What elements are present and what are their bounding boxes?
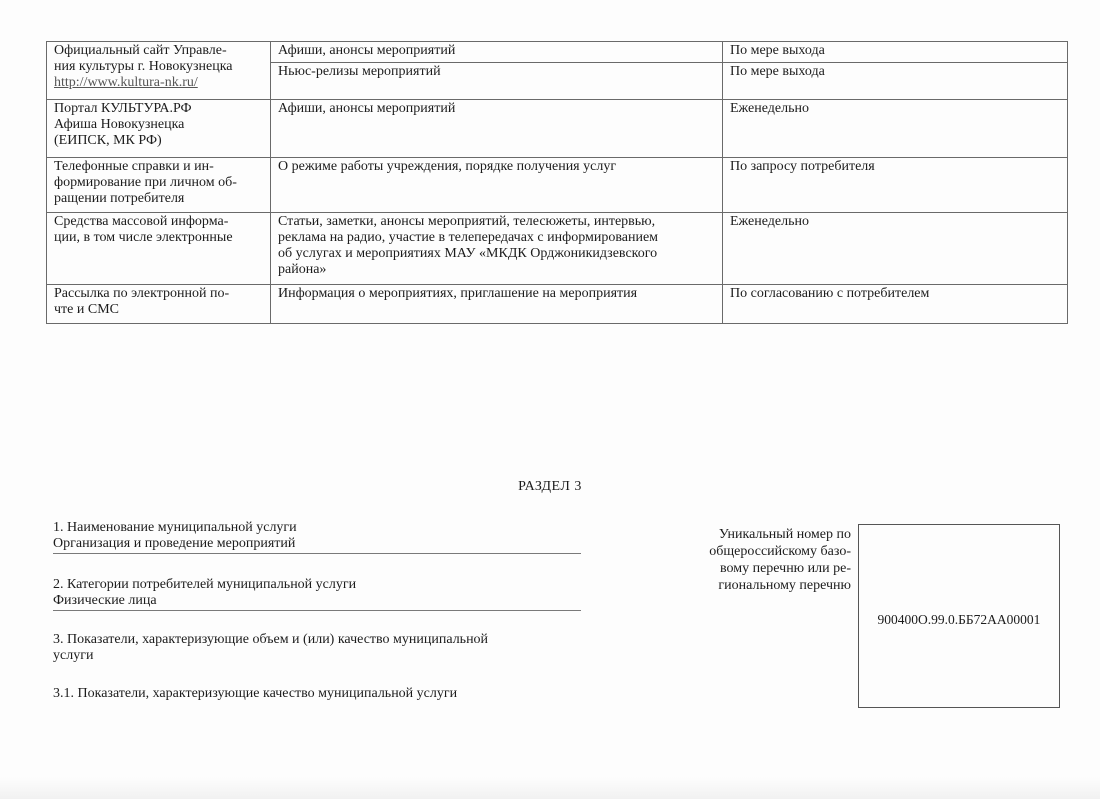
consumer-category-field — [53, 577, 581, 611]
unique-number-box — [858, 524, 1060, 708]
content-line: Ньюс-релизы мероприятий — [271, 62, 722, 80]
quality-indicators-heading: 3.1. Показатели, характеризующие качество муниципальной услуги — [53, 686, 458, 701]
method-line: формирование при личном об- — [54, 175, 237, 190]
content-line: О режиме работы учреждения, порядке получения услуг — [278, 159, 617, 174]
indicators-heading — [53, 632, 581, 664]
indicators-heading-line: 3. Показатели, характеризующие объем и (или) качество муниципальной — [53, 632, 489, 647]
unique-number-label-line: Уникальный номер по — [718, 527, 851, 542]
unique-number-label-line: гиональному перечню — [718, 578, 851, 593]
table-row — [47, 213, 1068, 285]
method-line: ния культуры г. Новокузнецка — [54, 59, 233, 74]
table-row — [47, 158, 1068, 213]
method-line: ращении потребителя — [54, 191, 185, 206]
frequency-line: По запросу потребителя — [730, 159, 875, 174]
frequency-cell — [723, 42, 1068, 100]
consumer-category-label: 2. Категории потребителей муниципальной услуги — [53, 577, 357, 592]
frequency-cell — [723, 213, 1068, 285]
content-cell — [271, 158, 723, 213]
frequency-cell — [723, 285, 1068, 324]
content-line: об услугах и мероприятиях МАУ «МКДК Орджоникидзевского — [278, 246, 658, 261]
unique-number-code: 900400О.99.0.ББ72АА00001 — [877, 612, 1041, 627]
table-row — [47, 42, 1068, 100]
method-line: Портал КУЛЬТУРА.РФ — [54, 101, 192, 116]
table-row — [47, 100, 1068, 158]
frequency-line: Еженедельно — [730, 214, 809, 229]
method-cell — [47, 100, 271, 158]
content-cell — [271, 100, 723, 158]
frequency-line: По мере выхода — [723, 62, 1067, 80]
unique-number-label-line: общероссийскому базо- — [709, 544, 851, 559]
section-title: РАЗДЕЛ 3 — [518, 479, 582, 494]
table-row — [47, 285, 1068, 324]
frequency-line: По мере выхода — [730, 43, 825, 58]
frequency-cell — [723, 100, 1068, 158]
service-name-field — [53, 520, 581, 554]
service-name-value: Организация и проведение мероприятий — [53, 536, 296, 551]
method-cell — [47, 42, 271, 100]
frequency-cell — [723, 158, 1068, 213]
method-line: (ЕИПСК, МК РФ) — [54, 133, 162, 148]
method-line: ции, в том числе электронные — [54, 230, 233, 245]
unique-number-label — [676, 526, 851, 594]
method-line: Рассылка по электронной по- — [54, 286, 230, 301]
content-cell — [271, 213, 723, 285]
info-table — [46, 41, 1068, 324]
frequency-line: По согласованию с потребителем — [730, 286, 930, 301]
method-cell — [47, 285, 271, 324]
content-line: района» — [278, 262, 327, 277]
content-line: Афиши, анонсы мероприятий — [278, 43, 456, 58]
content-line: реклама на радио, участие в телепередачах с информированием — [278, 230, 659, 245]
method-line: чте и СМС — [54, 302, 119, 317]
service-name-label: 1. Наименование муниципальной услуги — [53, 520, 297, 535]
method-cell — [47, 213, 271, 285]
consumer-category-value: Физические лица — [53, 593, 157, 608]
content-cell — [271, 285, 723, 324]
content-line: Статьи, заметки, анонсы мероприятий, телесюжеты, интервью, — [278, 214, 656, 229]
method-line: Официальный сайт Управле- — [54, 43, 227, 58]
method-line: Афиша Новокузнецка — [54, 117, 185, 132]
content-line: Афиши, анонсы мероприятий — [278, 101, 456, 116]
content-cell — [271, 42, 723, 100]
content-line: Информация о мероприятиях, приглашение на мероприятия — [278, 286, 638, 301]
method-line: Средства массовой информа- — [54, 214, 229, 229]
scan-shadow — [0, 777, 1100, 799]
indicators-heading-line: услуги — [53, 648, 94, 663]
method-cell — [47, 158, 271, 213]
frequency-line: Еженедельно — [730, 101, 809, 116]
method-line: Телефонные справки и ин- — [54, 159, 214, 174]
website-link[interactable]: http://www.kultura-nk.ru/ — [54, 75, 198, 90]
unique-number-label-line: вому перечню или ре- — [719, 561, 851, 576]
